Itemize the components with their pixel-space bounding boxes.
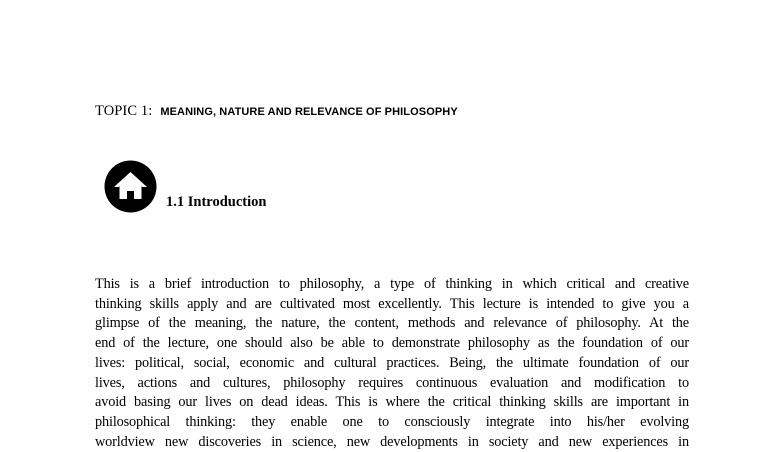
topic-heading [95,95,458,121]
body-line: lives, actions and cultures, philosophy requires continuous evaluation and modification to [95,374,689,391]
section-heading: 1.1 Introduction [166,194,267,210]
body-line: philosophical thinking: they enable one to consciously integrate into his/her evolving [95,413,689,430]
topic-label: TOPIC 1: [95,103,153,119]
body-line: avoid basing our lives on dead ideas. This is where the critical thinking skills are important in [95,394,689,411]
body-paragraph [95,275,689,452]
body-line: worldview new discoveries in science, new developments in society and new experiences in [95,433,689,450]
body-line: thinking skills apply and are cultivated most excellently. This lecture is intended to give you a [95,295,689,312]
topic-title: MEANING, NATURE AND RELEVANCE OF PHILOSOPHY [160,106,458,118]
body-line: lives: political, social, economic and cultural practices. Being, the ultimate foundation of our [95,354,689,371]
body-line: glimpse of the meaning, the nature, the content, methods and relevance of philosophy. At the [95,315,689,332]
body-line: This is a brief introduction to philosophy, a type of thinking in which critical and creative [95,276,689,292]
body-line: end of the lecture, one should also be able to demonstrate philosophy as the foundation of our [95,335,689,352]
home-icon [104,160,157,213]
